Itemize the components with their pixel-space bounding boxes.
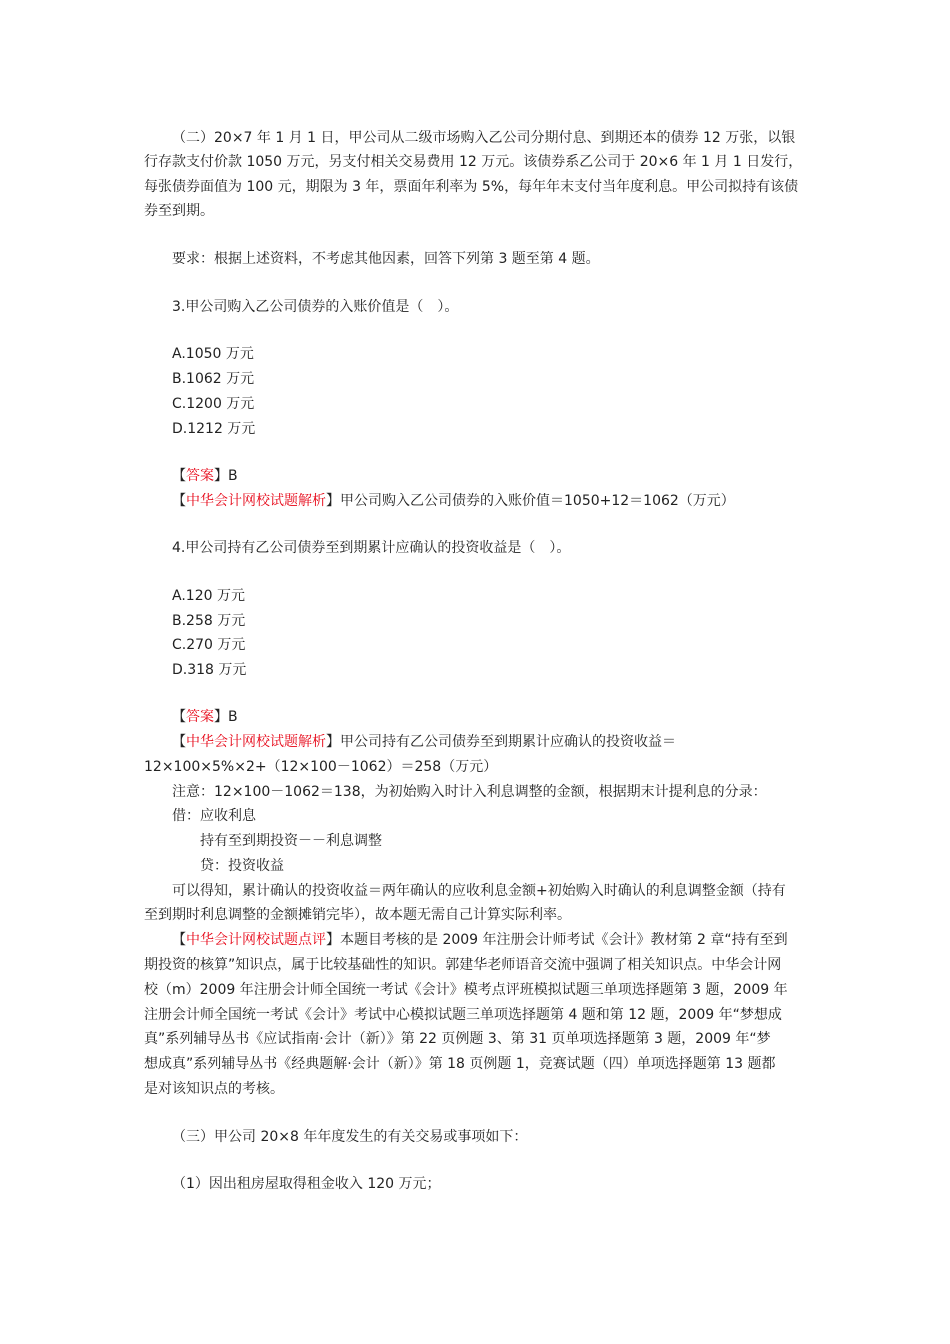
section2-intro-line-1: （二）20×7 年 1 月 1 日，甲公司从二级市场购入乙公司分期付息、到期还本的债券 12 万张，以银 <box>172 130 796 146</box>
q4-entry-debit: 借：应收利息 <box>172 808 256 824</box>
question-4: 4.甲公司持有乙公司债券至到期累计应确认的投资收益是（ ）。 <box>172 540 571 556</box>
q4-comment-line-7: 是对该知识点的考核。 <box>144 1081 284 1097</box>
q4-entry-debit-sub: 持有至到期投资－－利息调整 <box>200 833 382 849</box>
q4-comment-line-4: 注册会计师全国统一考试《会计》考试中心模拟试题三单项选择题第 4 题和第 12 题，2009 年“梦想成 <box>144 1007 782 1023</box>
section3-item-1: （1）因出租房屋取得租金收入 120 万元； <box>172 1176 441 1192</box>
question-3: 3.甲公司购入乙公司债券的入账价值是（ ）。 <box>172 299 459 315</box>
section3-intro: （三）甲公司 20×8 年年度发生的有关交易或事项如下： <box>172 1129 528 1145</box>
q3-analysis-line <box>172 489 735 513</box>
section2-intro-line-3: 每张债券面值为 100 元，期限为 3 年，票面年利率为 5%，每年年末支付当年度利息。甲公司拟持有该债 <box>144 179 799 195</box>
q3-option-c: C.1200 万元 <box>172 396 255 412</box>
q4-answer-tag: 答案 <box>186 709 214 725</box>
section2-requirement: 要求：根据上述资料，不考虑其他因素，回答下列第 3 题至第 4 题。 <box>172 251 600 267</box>
q4-analysis-line <box>172 730 676 754</box>
q3-option-d: D.1212 万元 <box>172 421 256 437</box>
section2-intro-line-2: 行存款支付价款 1050 万元，另支付相关交易费用 12 万元。该债券系乙公司于 20×6 年 1 月 1 日发行， <box>144 154 803 170</box>
q4-comment-open-bracket: 【 <box>172 932 186 948</box>
q4-answer-line <box>172 705 238 729</box>
q4-comment-line-3: 校（m）2009 年注册会计师全国统一考试《会计》模考点评班模拟试题三单项选择题第 3 题，2009 年 <box>144 982 788 998</box>
q4-option-d: D.318 万元 <box>172 662 247 678</box>
q4-conclusion-line-1: 可以得知，累计确认的投资收益＝两年确认的应收利息金额+初始购入时确认的利息调整金额（持有 <box>172 883 786 899</box>
q3-answer-tag: 答案 <box>186 468 214 484</box>
q4-entry-credit: 贷：投资收益 <box>200 858 284 874</box>
q3-option-a: A.1050 万元 <box>172 346 254 362</box>
q4-comment-line-1 <box>172 928 788 952</box>
q4-comment-line-2: 期投资的核算”知识点，属于比较基础性的知识。郭建华老师语音交流中强调了相关知识点。中华会计网 <box>144 957 782 973</box>
q4-answer-open-bracket: 【 <box>172 709 186 725</box>
q3-analysis-text: 甲公司购入乙公司债券的入账价值＝1050+12＝1062（万元） <box>340 493 735 509</box>
q3-option-b: B.1062 万元 <box>172 371 255 387</box>
q4-answer-close-bracket: 】 <box>214 709 228 725</box>
q4-answer-value: B <box>228 709 238 725</box>
q3-answer-close-bracket: 】 <box>214 468 228 484</box>
q4-analysis-close-bracket: 】 <box>326 734 340 750</box>
q3-answer-line <box>172 464 238 488</box>
q4-option-a: A.120 万元 <box>172 588 245 604</box>
q3-answer-value: B <box>228 468 238 484</box>
q4-analysis-text-1: 甲公司持有乙公司债券至到期累计应确认的投资收益＝ <box>340 734 676 750</box>
section2-intro-line-4: 券至到期。 <box>144 203 214 219</box>
q4-option-c: C.270 万元 <box>172 637 246 653</box>
q4-comment-text-1: 本题目考核的是 2009 年注册会计师考试《会计》教材第 2 章“持有至到 <box>340 932 788 948</box>
q4-option-b: B.258 万元 <box>172 613 246 629</box>
q4-analysis-open-bracket: 【 <box>172 734 186 750</box>
q4-analysis-text-2: 12×100×5%×2+（12×100－1062）＝258（万元） <box>144 759 498 775</box>
q4-comment-close-bracket: 】 <box>326 932 340 948</box>
q4-comment-line-5: 真”系列辅导丛书《应试指南·会计（新）》第 22 页例题 3、第 31 页单项选择题第 3 题，2009 年“梦 <box>144 1031 771 1047</box>
q3-analysis-close-bracket: 】 <box>326 493 340 509</box>
q4-comment-line-6: 想成真”系列辅导丛书《经典题解·会计（新）》第 18 页例题 1，竞赛试题（四）单项选择题第 13 题都 <box>144 1056 776 1072</box>
q4-conclusion-line-2: 至到期时利息调整的金额摊销完毕），故本题无需自己计算实际利率。 <box>144 907 571 923</box>
q4-note: 注意：12×100－1062＝138，为初始购入时计入利息调整的金额，根据期末计提利息的分录： <box>172 784 767 800</box>
q4-comment-tag: 中华会计网校试题点评 <box>186 932 326 948</box>
q3-analysis-open-bracket: 【 <box>172 493 186 509</box>
q3-answer-open-bracket: 【 <box>172 468 186 484</box>
q4-analysis-tag: 中华会计网校试题解析 <box>186 734 326 750</box>
q3-analysis-tag: 中华会计网校试题解析 <box>186 493 326 509</box>
